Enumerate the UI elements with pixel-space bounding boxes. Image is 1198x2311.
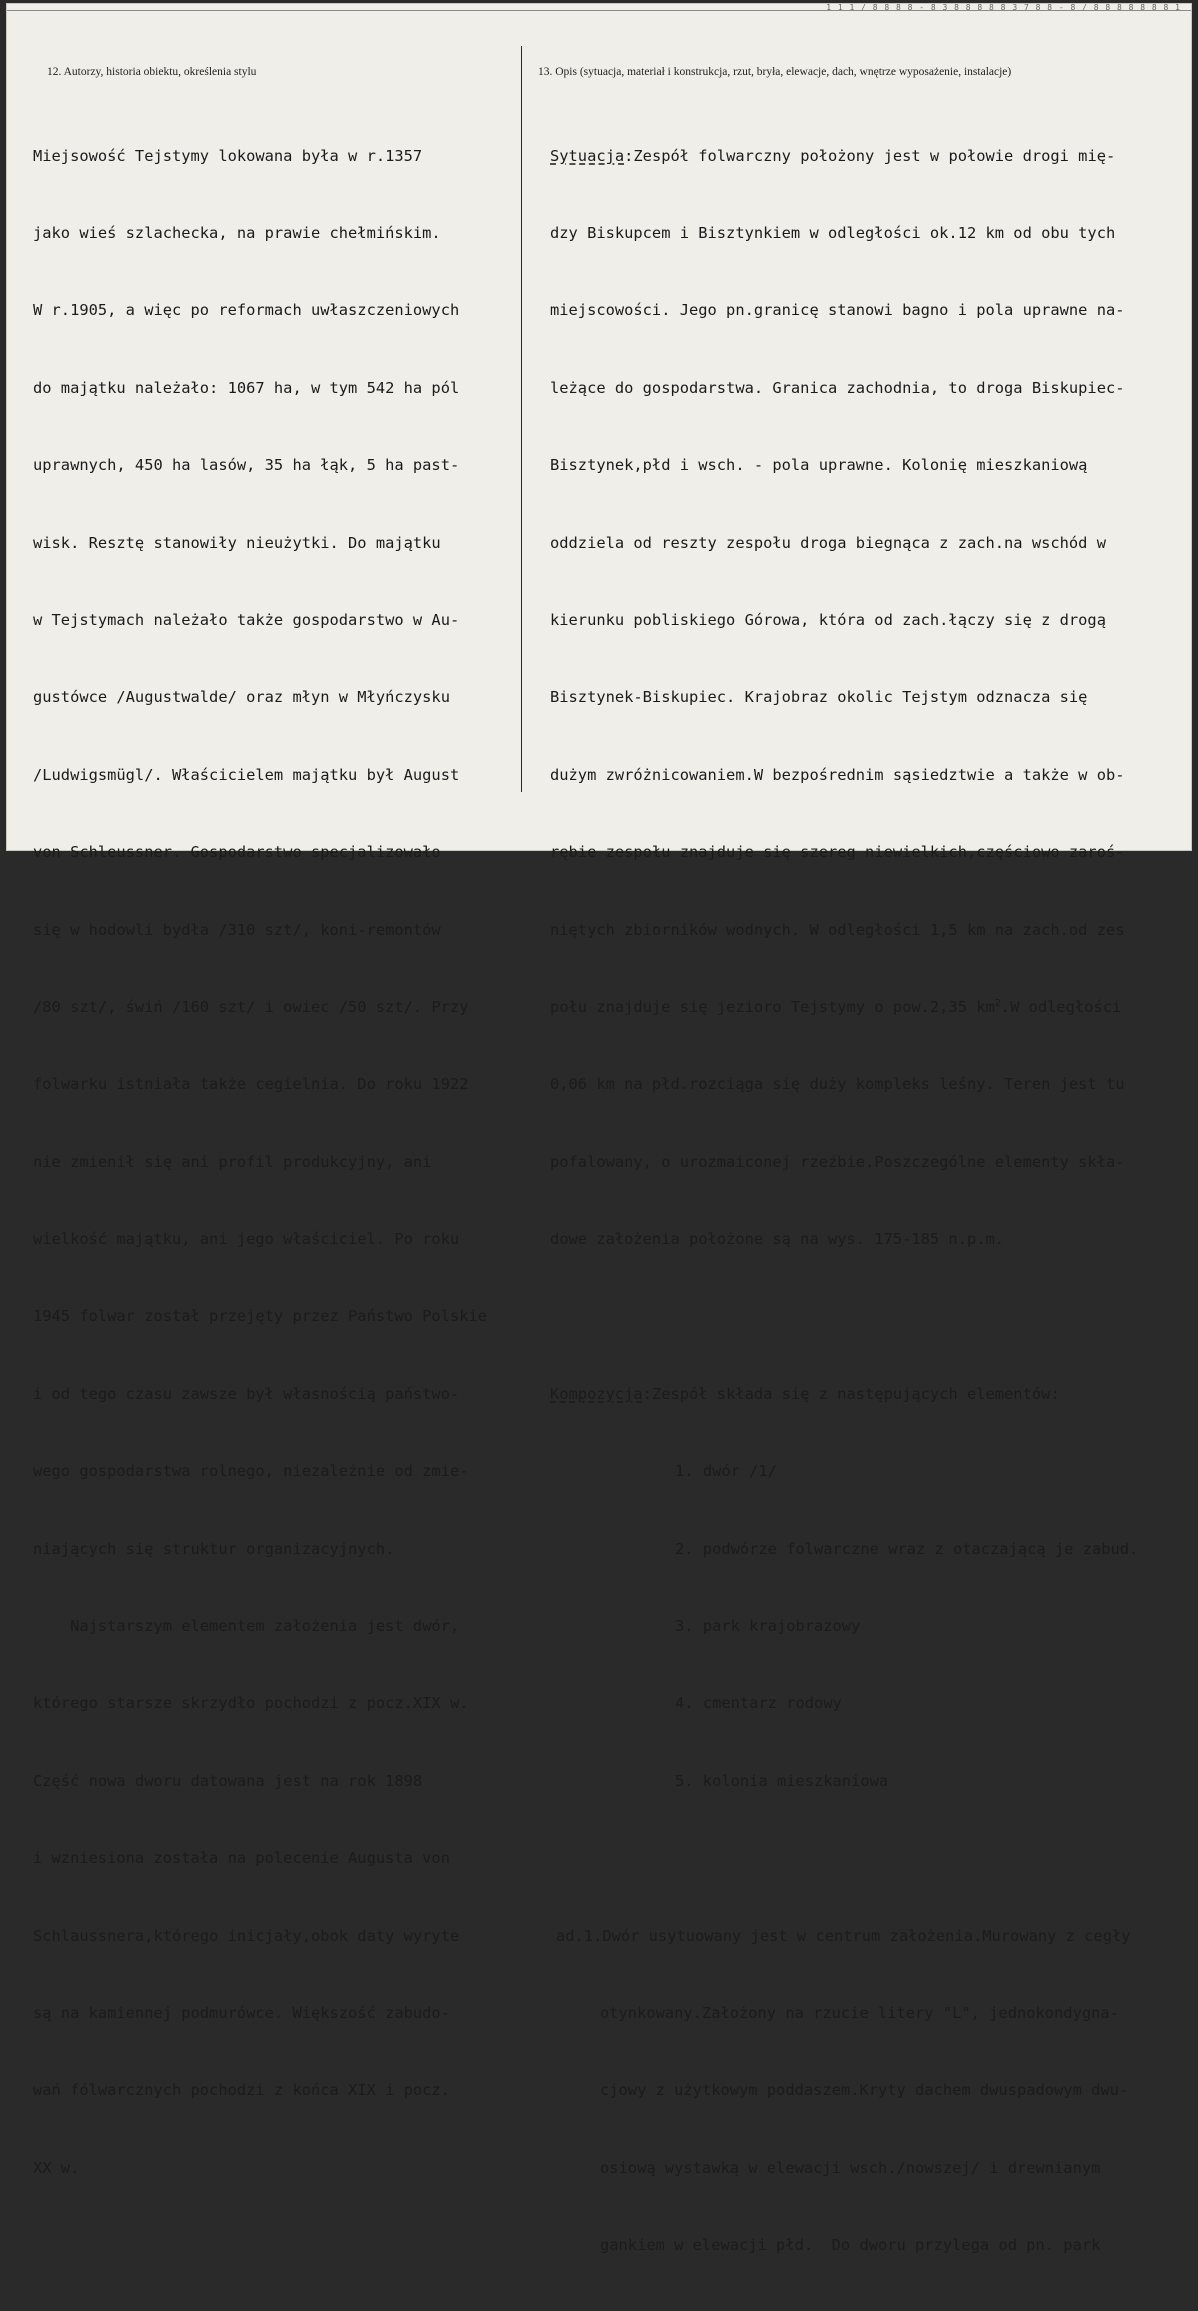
text-line: osiową wystawką w elewacji wsch./nowszej/ i drewnianym <box>600 2158 1101 2177</box>
top-strip-text: 1 1 1 / 8 8 8 8 - 8 3 8 8 8 8 8 3 7 8 8 - 8 / 8 8 8 8 8 8 8 1 <box>826 3 1181 12</box>
text-line: w Tejstymach należało także gospodarstwo w Au- <box>33 610 460 629</box>
text-line: /Ludwigsmügl/. Właścicielem majątku był August <box>33 765 460 784</box>
description-text <box>550 92 1193 2311</box>
text-line: kierunku pobliskiego Górowa, która od zach.łączy się z drogą <box>550 610 1106 629</box>
kompozycja-text: :Zespół składa się z następujących elementów: <box>642 1384 1060 1403</box>
text-line: cjowy z użytkowym poddaszem.Kryty dachem dwuspadowym dwu- <box>600 2081 1129 2100</box>
column-divider <box>521 46 522 792</box>
text-line: W r.1905, a więc po reformach uwłaszczeniowych <box>33 301 460 320</box>
text-line: dowe założenia położone są na wys. 175-185 n.p.m. <box>550 1230 1005 1249</box>
text-line: wego gospodarstwa rolnego, niezależnie od zmie- <box>33 1462 469 1481</box>
text-line: leżące do gospodarstwa. Granica zachodnia, to droga Biskupiec- <box>550 378 1125 397</box>
text-line: 0,06 km na płd.rozciąga się duży kompleks leśny. Teren jest tu <box>550 1075 1125 1094</box>
text-line: otynkowany.Założony na rzucie litery "L", jednokondygna- <box>600 2003 1119 2022</box>
document-page <box>6 3 1192 2255</box>
text-line: gustówce /Augustwalde/ oraz młyn w Młyńczysku <box>33 688 450 707</box>
sytuacja-label: Sytuacja <box>550 146 625 165</box>
text-line: niających się struktur organizacyjnych. <box>33 1539 395 1558</box>
text-line: oddziela od reszty zespołu droga biegnąca z zach.na wschód w <box>550 533 1106 552</box>
text-line: /80 szt/, świń /160 szt/ i owiec /50 szt/. Przy <box>33 997 469 1016</box>
text-line: i wzniesiona została na polecenie Augusta von <box>33 1849 450 1868</box>
text-line: Część nowa dworu datowana jest na rok 1898 <box>33 1771 423 1790</box>
element-item: 4. cmentarz rodowy <box>675 1694 842 1713</box>
text-line: którego starsze skrzydło pochodzi z pocz.XIX w. <box>33 1694 469 1713</box>
text-line: wań fólwarcznych pochodzi z końca XIX i pocz. <box>33 2081 450 2100</box>
text-line: Bisztynek-Biskupiec. Krajobraz okolic Tejstym odznacza się <box>550 688 1088 707</box>
text-line: Schlaussnera,którego inicjały,obok daty wyryte <box>33 1926 460 1945</box>
text-line: rębie zespołu znajduje się szereg niewielkich,częściowo zaroś- <box>550 843 1125 862</box>
text-line: Bisztynek,płd i wsch. - pola uprawne. Kolonię mieszkaniową <box>550 456 1088 475</box>
text-line: niętych zbiorników wodnych. W odległości 1,5 km na zach.od zes <box>550 920 1125 939</box>
text-line: dzy Biskupcem i Bisztynkiem w odległości ok.12 km od obu tych <box>550 223 1116 242</box>
kompozycja-label: Kompozycja <box>550 1384 643 1403</box>
text-line: uprawnych, 450 ha lasów, 35 ha łąk, 5 ha past- <box>33 456 460 475</box>
text-line: i od tego czasu zawsze był własnością państwo- <box>33 1384 460 1403</box>
area-superscript: 2 <box>994 997 1001 1009</box>
text-line: pofalowany, o urozmaiconej rzeźbie.Poszczególne elementy skła- <box>550 1152 1125 1171</box>
text-line: do majątku należało: 1067 ha, w tym 542 ha pól <box>33 378 460 397</box>
element-item: 3. park krajobrazowy <box>675 1617 861 1636</box>
element-item: 5. kolonia mieszkaniowa <box>675 1771 889 1790</box>
element-item: 1. dwór /1/ <box>675 1462 777 1481</box>
text-line: gankiem w elewacji płd. Do dworu przylega od pn. park <box>600 2236 1101 2255</box>
sytuacja-first-line <box>550 144 1193 170</box>
text-line: folwarku istniała także cegielnia. Do roku 1922 <box>33 1075 469 1094</box>
area-text-end: .W odległości <box>1000 997 1122 1016</box>
right-column-heading: 13. Opis (sytuacja, materiał i konstrukcja, rzut, bryła, elewacje, dach, wnętrze wyposażenie, instalacje) <box>538 66 1012 78</box>
text-line: wisk. Resztę stanowiły nieużytki. Do majątku <box>33 533 441 552</box>
element-item: 2. podwórze folwarczne wraz z otaczającą je zabud. <box>675 1539 1139 1558</box>
text-line: się w hodowli bydła /310 szt/, koni-remontów <box>33 920 441 939</box>
text-line: 1945 folwar został przejęty przez Państwo Polskie <box>33 1307 488 1326</box>
text-line: Najstarszym elementem założenia jest dwór, <box>33 1617 460 1636</box>
history-text <box>33 92 519 2233</box>
kompozycja-line <box>550 1382 1193 1408</box>
text-line: Miejsowość Tejstymy lokowana była w r.1357 <box>33 146 423 165</box>
area-line <box>550 995 1193 1021</box>
sytuacja-first-text: :Zespół folwarczny położony jest w połowie drogi mię- <box>624 146 1116 165</box>
blank-line <box>550 1846 1193 1872</box>
text-line: wielkość majątku, ani jego właściciel. Po roku <box>33 1230 460 1249</box>
text-line: von Schleussner. Gospodarstwo specjalizowało <box>33 843 441 862</box>
text-line: nie zmienił się ani profil produkcyjny, ani <box>33 1152 432 1171</box>
area-text: połu znajduje się jezioro Tejstymy o pow.2,35 km <box>550 997 995 1016</box>
text-line: XX w. <box>33 2158 80 2177</box>
text-line: są na kamiennej podmurówce. Większość zabudo- <box>33 2003 450 2022</box>
text-line: miejscowości. Jego pn.granicę stanowi bagno i pola uprawne na- <box>550 301 1125 320</box>
ad-first-line: ad.1.Dwór usytuowany jest w centrum założenia.Murowany z cegły <box>556 1926 1131 1945</box>
blank-line <box>550 1304 1193 1330</box>
text-line: dużym zwróżnicowaniem.W bezpośrednim sąsiedztwie a także w ob- <box>550 765 1125 784</box>
left-column-heading: 12. Autorzy, historia obiektu, określenia stylu <box>47 66 257 78</box>
text-line: jako wieś szlachecka, na prawie chełmińskim. <box>33 223 441 242</box>
